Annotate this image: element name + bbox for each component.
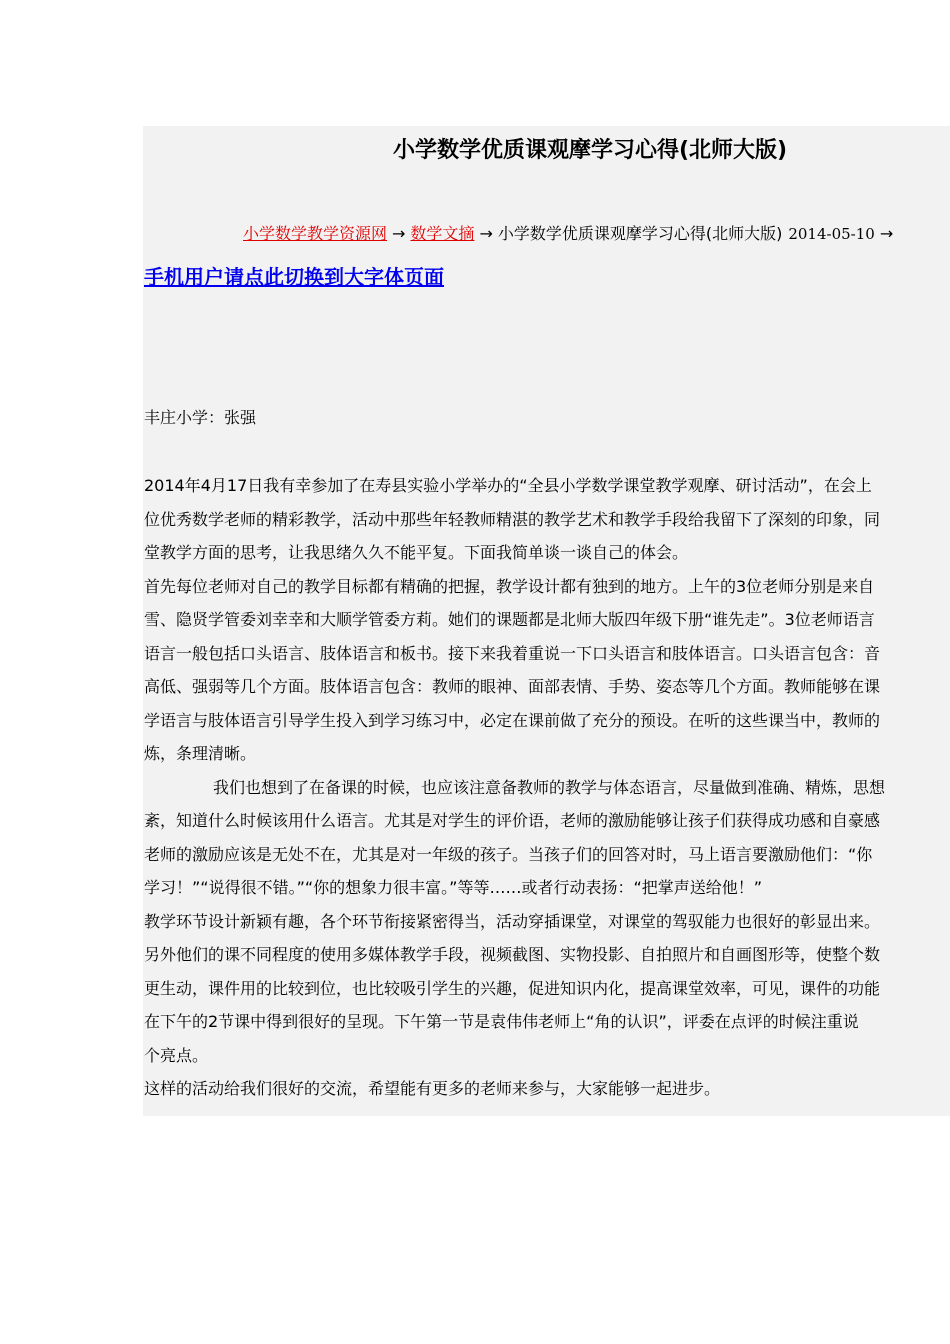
breadcrumb-link-math-digest[interactable]: 数学文摘 [410,224,475,243]
body-line: 学习！”“说得很不错。”“你的想象力很丰富。”等等……或者行动表扬：“把掌声送给他！” [144,878,763,897]
body-line: 另外他们的课不同程度的使用多媒体教学手段，视频截图、实物投影、自拍照片和自画图形等，使整个数 [144,945,881,964]
body-line: 在下午的2节课中得到很好的呈现。下午第一节是袁伟伟老师上“角的认识”，评委在点评的时候注重说 [144,1012,859,1031]
body-line: 雪、隐贤学管委刘幸幸和大顺学管委方莉。她们的课题都是北师大版四年级下册“谁先走”。3位老师语言 [144,610,875,629]
breadcrumb-link-resource-site[interactable]: 小学数学教学资源网 [243,224,388,243]
breadcrumb-arrow: → [392,224,406,243]
body-line: 语言一般包括口头语言、肢体语言和板书。接下来我着重说一下口头语言和肢体语言。口头语言包含：音 [144,643,881,663]
breadcrumb-arrow: → [879,224,894,243]
body-line: 学语言与肢体语言引导学生投入到学习练习中，必定在课前做了充分的预设。在听的这些课当中，教师的 [144,710,881,730]
breadcrumb [243,222,898,246]
article-panel [143,126,950,1116]
body-line: 炼，条理清晰。 [144,744,257,763]
body-line: 堂教学方面的思考，让我思绪久久不能平复。下面我简单谈一谈自己的体会。 [144,543,689,562]
body-line: 更生动，课件用的比较到位，也比较吸引学生的兴趣，促进知识内化，提高课堂效率，可见，课件的功能 [144,978,881,998]
page-title: 小学数学优质课观摩学习心得(北师大版) [393,138,788,163]
mobile-switch-link[interactable]: 手机用户请点此切换到大字体页面 [144,265,444,289]
body-line: 紊，知道什么时候该用什么语言。尤其是对学生的评价语，老师的激励能够让孩子们获得成功感和自豪感 [144,811,881,830]
body-line: 个亮点。 [144,1045,209,1065]
body-line: 高低、强弱等几个方面。肢体语言包含：教师的眼神、面部表情、手势、姿态等几个方面。教师能够在课 [144,677,881,696]
body-line: 教学环节设计新颖有趣，各个环节衔接紧密得当，活动穿插课堂，对课堂的驾驭能力也很好的彰显出来。 [144,911,881,931]
body-line: 首先每位老师对自己的教学目标都有精确的把握，教学设计都有独到的地方。上午的3位老师分别是来自 [144,576,875,596]
article-body [144,469,950,1106]
breadcrumb-arrow: → [479,224,493,243]
body-line: 位优秀数学老师的精彩教学，活动中那些年轻教师精湛的教学艺术和教学手段给我留下了深刻的印象，同 [144,509,881,529]
breadcrumb-current: 小学数学优质课观摩学习心得(北师大版) [497,224,783,243]
body-line: 老师的激励应该是无处不在，尤其是对一年级的孩子。当孩子们的回答对时，马上语言要激励他们：“你 [144,844,873,864]
body-line: 这样的活动给我们很好的交流，希望能有更多的老师来参与，大家能够一起进步。 [144,1079,721,1098]
body-line: 2014年4月17日我有幸参加了在寿县实验小学举办的“全县小学数学课堂教学观摩、研讨活动”，在会上 [144,476,872,495]
author-line: 丰庄小学：张强 [144,408,257,427]
publish-date: 2014-05-10 [788,225,875,243]
body-line: 我们也想到了在备课的时候，也应该注意备教师的教学与体态语言，尽量做到准确、精炼，思想 [213,777,886,797]
